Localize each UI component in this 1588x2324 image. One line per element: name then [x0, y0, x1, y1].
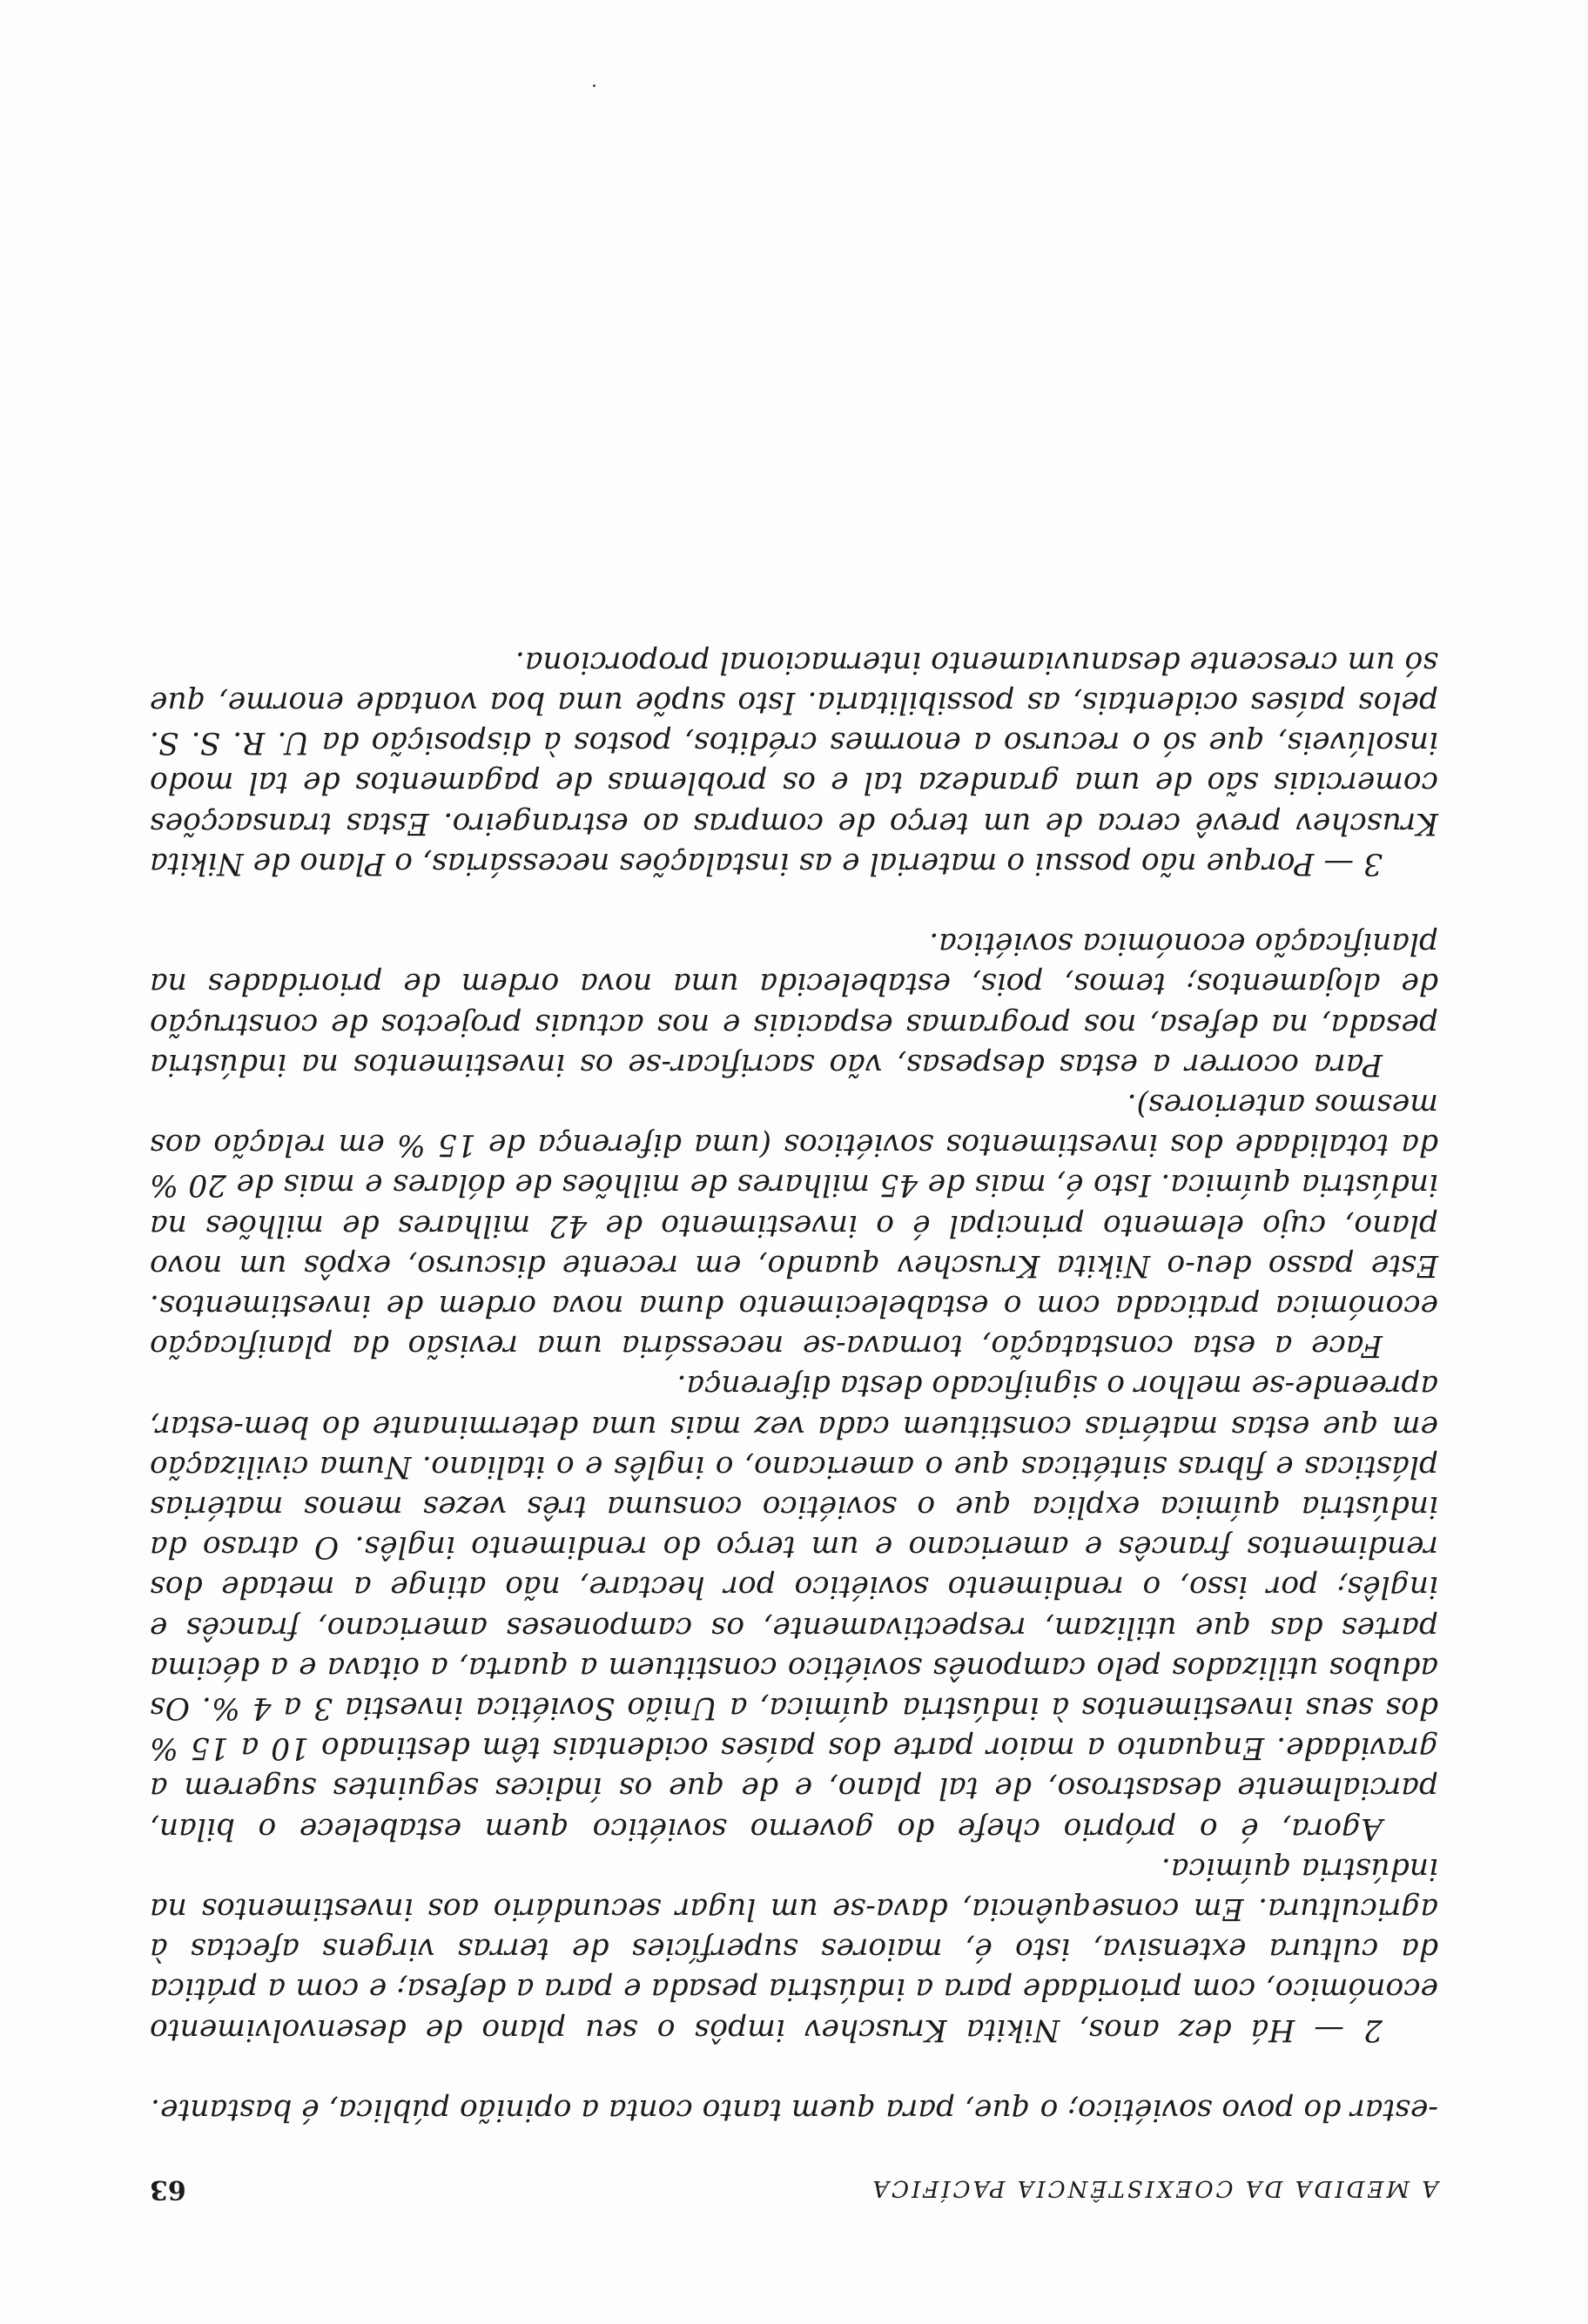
paragraph-new-plan: Face a esta constatação, tornava-se necessária uma revisão da planificação económica praticada com o estabelecimento duma nova ordem de investimentos. Este passo deu-o Nikita Kruschev quando, em recente discurso, expôs um novo plano, cujo elemento principal é o investimento de 42 milhares de milhões na indústria química. Isto é, mais de 45 milhares de milhões de dólares e mais de 20 % da totalidade dos investimentos soviéticos (uma diferença de 15 % em relação aos mesmos anteriores).	[150, 1086, 1438, 1364]
page-header	[150, 2168, 1438, 2209]
paragraph-section-2: 2 — Há dez anos, Nikita Kruschev impôs o seu plano de desenvolvimento económico, com prioridade para a indústria pesada e para a defesa; e com a prática da cultura extensiva, isto é, maiores superfícies de terras virgens afectas à agricultura. Em consequência, dava-se um lugar secundário aos investimentos na indústria química.	[150, 1850, 1438, 2047]
running-title: A MEDIDA DA COEXISTÊNCIA PACÍFICA	[870, 2175, 1438, 2201]
print-speck	[593, 84, 596, 87]
page-number: 63	[150, 2174, 186, 2205]
paragraph-continuation: -estar do povo soviético; o que, para quem tanto conta a opinião pública, é bastante.	[151, 2092, 1438, 2127]
page-text	[150, 642, 1438, 2209]
paragraph-bilan: Agora, é o próprio chefe do governo soviético quem estabelece o bilan, parcialmente desastroso, de tal plano, e de que os índices seguintes sugerem a gravidade. Enquanto a maior parte dos países ocidentais têm destinado 10 a 15 % dos seus investimentos à indústria química, a União Soviética investia 3 a 4 %. Os adubos utilizados pelo camponês soviético constituem a quarta, a oitava e a décima partes das que utilizam, respectivamente, os camponeses americano, francês e inglês; por isso, o rendimento soviético por hectare, não atinge a metade dos rendimentos francês e americano e um terço do rendimento inglês. O atraso da indústria química explica que o soviético consuma três vezes menos matérias plásticas e fibras sintéticas que o americano, o inglês e o italiano. Numa civilização em que estas matérias constituem cada vez mais uma determinante do bem-estar, apreende-se melhor o significado desta diferença.	[150, 1368, 1438, 1846]
paragraph-section-3: 3 — Porque não possui o material e as instalações necessárias, o Plano de Nikita Kruschev prevê cerca de um terço de compras ao estrangeiro. Estas transacções comerciais são de uma grandeza tal e os problemas de pagamentos de tal modo insolúveis, que só o recurso a enormes créditos, postos à disposição da U. R. S. S. pelos países ocidentais, as possibilitaria. Isto supõe uma boa vontade enorme, que só um crescente desanuviamento internacional proporciona.	[150, 644, 1438, 881]
paragraph-priorities: Para ocorrer a estas despesas, vão sacrificar-se os investimentos na indústria pesada, na defesa, nos programas espaciais e nos actuais projectos de construção de alojamentos; temos, pois, estabelecida uma nova ordem de prioridades na planificação económica soviética.	[150, 926, 1438, 1082]
